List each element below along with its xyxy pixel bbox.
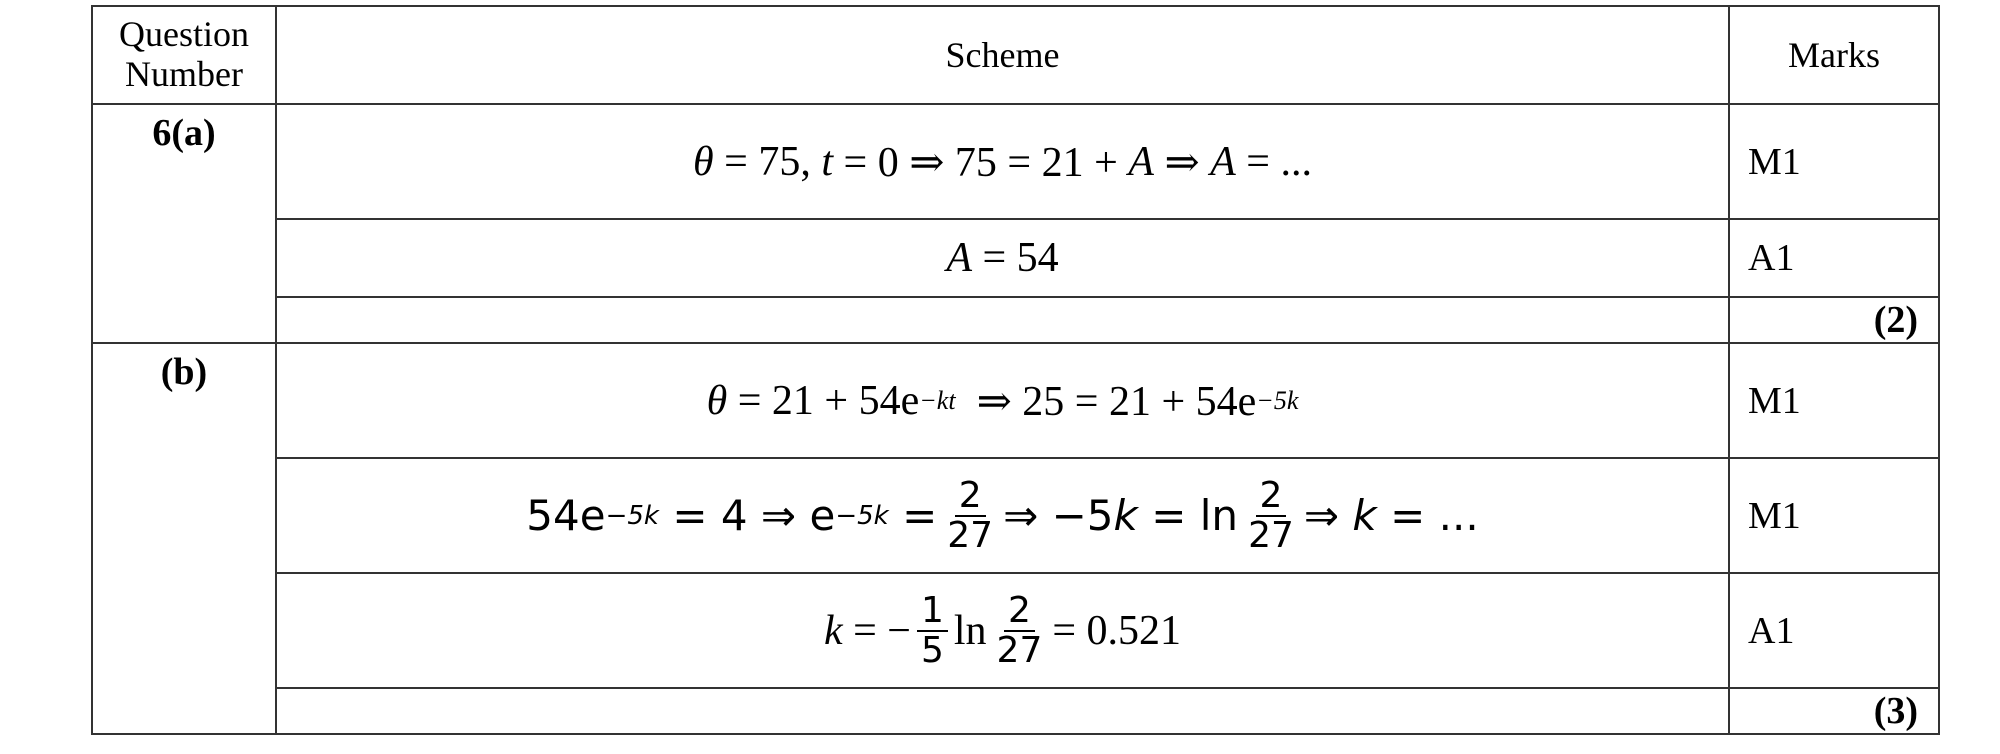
total-row bbox=[92, 297, 1939, 343]
question-label-6b: (b) bbox=[92, 343, 276, 734]
total-row bbox=[92, 688, 1939, 734]
scheme-cell bbox=[276, 219, 1729, 297]
scheme-expression-a2: A = 54 bbox=[946, 235, 1059, 281]
mark-scheme-table bbox=[91, 5, 1940, 735]
mark-cell: M1 bbox=[1729, 104, 1939, 219]
mark-cell: A1 bbox=[1729, 573, 1939, 688]
scheme-cell bbox=[276, 458, 1729, 573]
table-row bbox=[92, 219, 1939, 297]
question-label-6a: 6(a) bbox=[92, 104, 276, 343]
scheme-cell bbox=[276, 573, 1729, 688]
empty-scheme-cell bbox=[276, 297, 1729, 343]
question-number-header-line2: Number bbox=[125, 54, 243, 94]
scheme-cell bbox=[276, 104, 1729, 219]
question-number-header bbox=[92, 6, 276, 104]
fraction-2-27: $\frac{2}{27}$ bbox=[1248, 474, 1294, 556]
mark-cell: A1 bbox=[1729, 219, 1939, 297]
scheme-expression-b1: θ = 21 + 54e −kt ⇒ 25 = 21 + 54e −5k bbox=[706, 377, 1299, 425]
empty-scheme-cell bbox=[276, 688, 1729, 734]
header-row bbox=[92, 6, 1939, 104]
total-marks-a: (2) bbox=[1729, 297, 1939, 343]
question-number-header-line1: Question bbox=[119, 14, 249, 55]
table-row bbox=[92, 104, 1939, 219]
marks-header: Marks bbox=[1729, 6, 1939, 104]
total-marks-b: (3) bbox=[1729, 688, 1939, 734]
mark-cell: M1 bbox=[1729, 343, 1939, 458]
table-row bbox=[92, 343, 1939, 458]
scheme-cell bbox=[276, 343, 1729, 458]
mark-cell: M1 bbox=[1729, 458, 1939, 573]
table-row bbox=[92, 458, 1939, 573]
fraction-2-27: $\frac{2}{27}$ bbox=[996, 589, 1043, 671]
table-row bbox=[92, 573, 1939, 688]
fraction-1-5: $\frac{1}{5}$ bbox=[917, 592, 948, 670]
scheme-expression-b2: 54e −5k = 4 ⇒ e −5k = $\frac{2}{27}$ ⇒ −5 k = ln $\frac{2}{27}$ ⇒ k = ... bbox=[526, 474, 1479, 556]
scheme-expression-a1: θ = 75, t = 0 ⇒ 75 = 21 + A ⇒ A = ... bbox=[693, 138, 1312, 186]
fraction-2-27: $\frac{2}{27}$ bbox=[947, 474, 994, 556]
scheme-header: Scheme bbox=[276, 6, 1729, 104]
scheme-expression-b3: k = − $\frac{1}{5}$ ln $\frac{2}{27}$ = 0.521 bbox=[823, 589, 1182, 671]
